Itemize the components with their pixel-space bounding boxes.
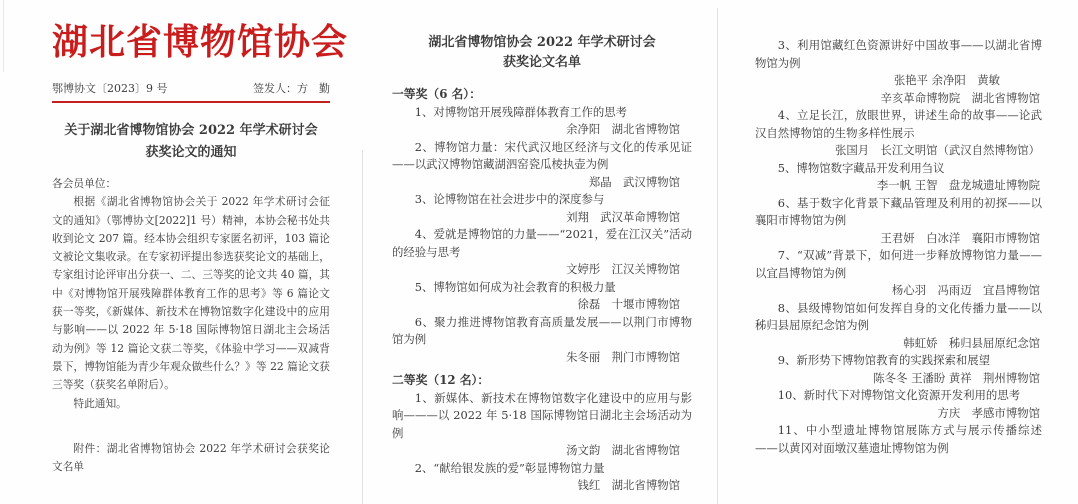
paper-item	[755, 352, 1042, 387]
first-prize-header: 一等奖（6 名）：	[392, 87, 481, 101]
notice-body: 根据《湖北省博物馆协会关于 2022 年学术研讨会征文的通知》（鄂博协文[2022]1 号）精神，本协会秘书处共收到论文 207 篇。经本协会组织专家匿名初评，103 篇论文被论文集收录。在专家初评提出参选获奖论文的基础上，专家组讨论评审出分获一、二、三等奖的论文共 40 篇，其中《对博物馆开展残障群体教育工作的思考》等 6 篇论文获一等奖，《新媒体、新技术在博物馆数字化建设中的应用与影响——以 2022 年 5·18 国际博物馆日湖北主会场活动为例》等 12 篇论文获二等奖，《体验中学习——双减背景下，博物馆能为青少年观众做些什么？》等 22 篇论文获三等奖（获奖名单附后）。	[52, 195, 330, 392]
paper-item	[755, 422, 1042, 457]
paper-item	[392, 460, 692, 495]
paper-title: 10、新时代下对博物馆文化资源开发利用的思考	[777, 388, 1021, 402]
attachment-note: 附件：湖北省博物馆协会 2022 年学术研讨会获奖论文名单	[52, 441, 330, 474]
paper-authors: 余净阳 湖北省博物馆	[566, 122, 680, 136]
paper-title: 7、“双减”背景下，如何进一步释放博物馆力量——以宜昌博物馆为例	[755, 248, 1042, 280]
paper-authors: 陈冬冬 王潘盼 黄祥 荆州博物馆	[873, 370, 1040, 385]
paper-authors: 张艳平 余净阳 黄敏	[893, 73, 1000, 87]
paper-authors: 刘翔 武汉革命博物馆	[566, 209, 680, 224]
issuer: 签发人：方 勤	[253, 82, 330, 95]
paper-title: 3、论博物馆在社会进步中的深度参与	[414, 192, 605, 206]
list-title	[392, 33, 692, 73]
list-title-line2: 获奖论文名单	[502, 55, 581, 70]
paper-title: 4、爱就是博物馆的力量——“2021，爱在江汉关”活动的经验与思考	[392, 227, 692, 259]
paper-authors: 朱冬丽 荆门市博物馆	[566, 349, 680, 364]
paper-item	[755, 37, 1042, 107]
paper-title: 2、“献给银发族的爱”彰显博物馆力量	[414, 460, 605, 475]
paper-authors: 张国月 长江文明馆（武汉自然博物馆）	[834, 143, 1040, 157]
paper-authors: 李一帆 王智 盘龙城遗址博物院	[876, 178, 1040, 192]
notice-page	[0, 0, 362, 504]
paper-authors: 方庆 孝感市博物馆	[937, 405, 1040, 420]
notice-title-line1: 关于湖北省博物馆协会 2022 年学术研讨会	[64, 123, 318, 138]
paper-title: 2、博物馆力量：宋代武汉地区经济与文化的传承见证——以武汉博物馆藏湖泗窑瓷瓜棱执壶为例	[392, 139, 692, 171]
paper-authors: 钱红 湖北省博物馆	[577, 478, 680, 492]
paper-title: 11、中小型遗址博物馆展陈方式与展示传播综述——以黄冈对面墩汉墓遗址博物馆为例	[755, 423, 1042, 455]
paper-institutions: 辛亥革命博物院 湖北省博物馆	[880, 90, 1040, 105]
paper-item	[392, 226, 692, 279]
paper-item	[755, 247, 1042, 300]
paper-title: 1、对博物馆开展残障群体教育工作的思考	[414, 104, 628, 119]
letterhead-rule	[52, 101, 330, 103]
paper-item	[392, 314, 692, 367]
paper-title: 5、博物馆数字藏品开发利用刍议	[777, 160, 945, 175]
paper-authors: 郑晶 武汉博物馆	[588, 174, 680, 189]
paper-authors: 韩虹娇 秭归县屈原纪念馆	[903, 335, 1040, 350]
letterhead-title: 湖北省博物馆协会	[52, 21, 349, 63]
paper-authors: 徐磊 十堰市博物馆	[577, 297, 680, 311]
award-list-page-2	[717, 0, 1078, 504]
paper-authors: 杨心羽 冯雨迈 宜昌博物馆	[891, 283, 1040, 297]
paper-title: 9、新形势下博物馆教育的实践探索和展望	[777, 353, 991, 367]
paper-title: 6、聚力推进博物馆教育高质量发展——以荆门市博物馆为例	[392, 314, 692, 346]
paper-item	[755, 107, 1042, 160]
list-title-line1: 湖北省博物馆协会 2022 年学术研讨会	[428, 35, 656, 50]
paper-item	[392, 390, 692, 460]
paper-item	[392, 191, 692, 226]
salutation: 各会员单位：	[52, 177, 117, 190]
doc-number: 鄂博协文〔2023〕9 号	[52, 82, 168, 95]
paper-item	[755, 160, 1042, 195]
paper-item	[755, 300, 1042, 353]
second-prize-header: 二等奖（12 名）：	[392, 373, 490, 387]
notice-closing: 特此通知。	[73, 396, 127, 410]
paper-authors: 王君妍 白冰洋 襄阳市博物馆	[880, 230, 1040, 245]
award-list-page-1	[362, 0, 717, 504]
paper-item	[755, 195, 1042, 248]
paper-title: 3、利用馆藏红色资源讲好中国故事——以湖北省博物馆为例	[755, 38, 1042, 70]
paper-item	[755, 387, 1042, 422]
paper-authors: 文婷彤 江汉关博物馆	[566, 262, 680, 276]
doc-meta-row	[52, 82, 330, 96]
paper-item	[392, 104, 692, 139]
paper-title: 6、基于数字化背景下藏品管理及利用的初探——以襄阳市博物馆为例	[755, 195, 1042, 227]
paper-title: 1、新媒体、新技术在博物馆数字化建设中的应用与影响———以 2022 年 5·18 国际博物馆日湖北主会场活动为例	[392, 390, 692, 440]
paper-item	[392, 139, 692, 192]
paper-item	[392, 279, 692, 314]
paper-authors: 汤文韵 湖北省博物馆	[566, 443, 680, 457]
paper-title: 8、县级博物馆如何发挥自身的文化传播力量——以秭归县屈原纪念馆为例	[755, 300, 1042, 332]
notice-title-line2: 获奖论文的通知	[145, 145, 237, 160]
paper-title: 4、立足长江，放眼世界，讲述生命的故事——论武汉自然博物馆的生物多样性展示	[755, 108, 1042, 140]
notice-title	[52, 120, 330, 164]
paper-title: 5、博物馆如何成为社会教育的积极力量	[414, 279, 616, 294]
